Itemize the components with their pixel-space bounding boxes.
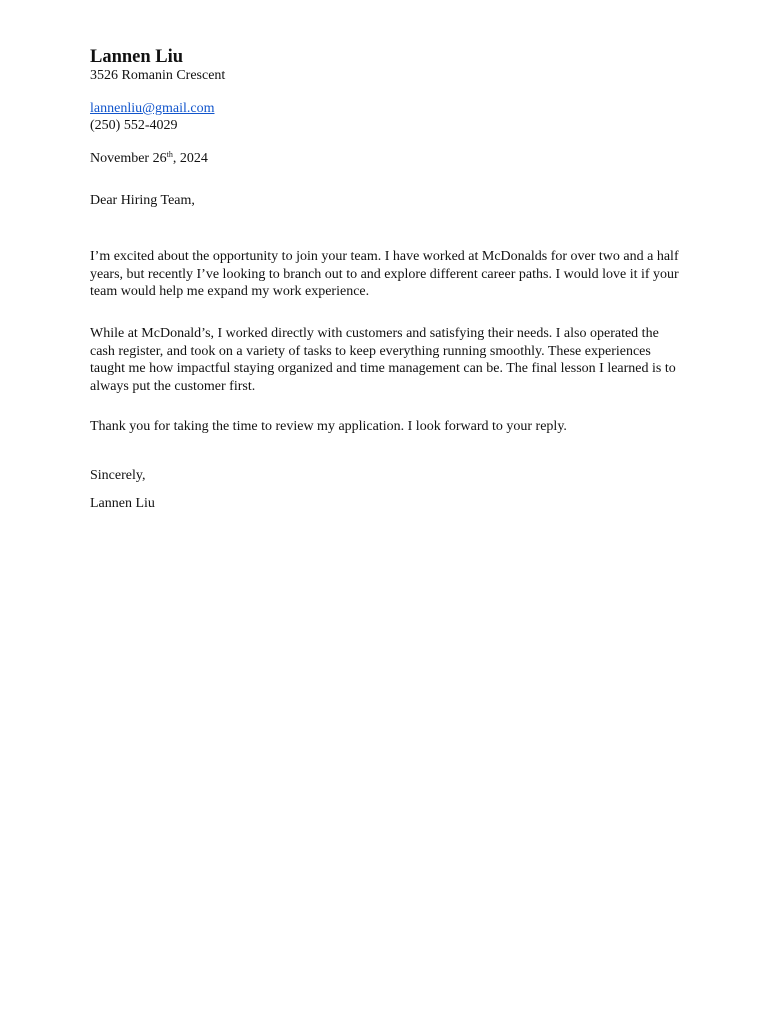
date-month-day: November 26 (90, 151, 167, 166)
closing: Sincerely, (90, 468, 146, 483)
sender-phone: (250) 552-4029 (90, 118, 178, 133)
date-ordinal-suffix: th (166, 150, 173, 159)
body-paragraph-2: While at McDonald’s, I worked directly with customers and satisfying their needs. I also operated the cash register, and took on a variety of tasks to keep everything running smoothly. These experiences taught me how impactful staying organized and time management can be. The final lesson I learned is to always put the customer first. (90, 326, 676, 394)
sender-name: Lannen Liu (90, 47, 184, 67)
signature-name: Lannen Liu (90, 496, 155, 511)
sender-address: 3526 Romanin Crescent (90, 68, 226, 83)
body-paragraph-1: I’m excited about the opportunity to join your team. I have worked at McDonalds for over two and a half years, but recently I’ve looking to branch out to and explore different career paths. I would love it if your team would help me expand my work experience. (90, 249, 679, 299)
letter-date (90, 150, 208, 168)
sender-email-link[interactable]: lannenliu@gmail.com (90, 101, 215, 116)
body-paragraph-3: Thank you for taking the time to review my application. I look forward to your reply. (90, 419, 567, 434)
salutation: Dear Hiring Team, (90, 193, 195, 208)
date-year: , 2024 (172, 151, 208, 166)
